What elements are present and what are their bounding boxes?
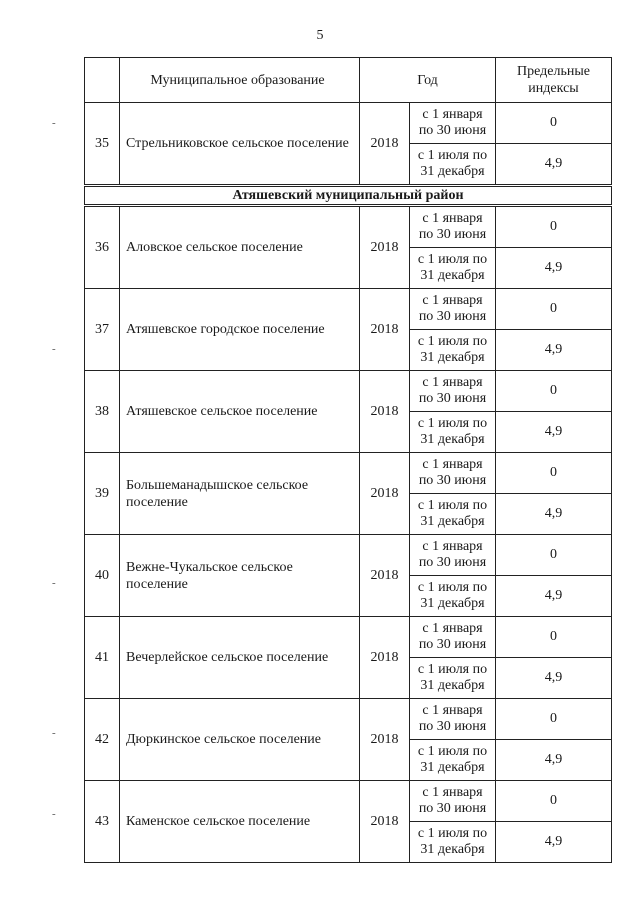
margin-mark: - [52,343,56,355]
margin-mark: - [52,577,56,589]
header-year: Год [360,58,496,103]
period-cell [410,740,496,781]
table-row [85,453,612,494]
index-value: 0 [496,371,612,412]
index-value: 0 [496,617,612,658]
period-line: 31 декабря [420,514,485,529]
index-value: 4,9 [496,248,612,289]
period-cell [410,781,496,822]
row-number: 43 [85,781,120,863]
header-municipality: Муниципальное образование [120,58,360,103]
index-value: 0 [496,535,612,576]
page-number: 5 [316,28,324,43]
period-line: по 30 июня [418,473,487,488]
period-line: с 1 января [422,293,483,308]
period-line: с 1 января [422,211,483,226]
period-line: по 30 июня [418,719,487,734]
margin-mark: - [52,808,56,820]
period-cell [410,206,496,248]
municipality-name: Большеманадышское сельское поселение [120,453,360,535]
period-line: 31 декабря [420,164,485,179]
period-cell [410,330,496,371]
period-line: 31 декабря [420,268,485,283]
period-line: с 1 июля по [417,334,488,349]
period-line: с 1 января [422,457,483,472]
period-cell [410,658,496,699]
period-line: с 1 января [422,703,483,718]
period-line: с 1 января [422,621,483,636]
period-cell [410,412,496,453]
municipality-name: Вечерлейское сельское поселение [120,617,360,699]
period-line: по 30 июня [418,637,487,652]
period-cell [410,617,496,658]
index-value: 4,9 [496,330,612,371]
section-title: Атяшевский муниципальный район [85,186,612,206]
period-cell [410,103,496,144]
table-row [85,699,612,740]
period-line: по 30 июня [418,391,487,406]
municipality-name: Дюркинское сельское поселение [120,699,360,781]
municipality-name: Аловское сельское поселение [120,206,360,289]
index-value: 0 [496,453,612,494]
row-number: 38 [85,371,120,453]
period-line: по 30 июня [418,309,487,324]
index-value: 0 [496,289,612,330]
row-year: 2018 [360,617,410,699]
header-indices-line2: индексы [528,81,579,96]
period-line: с 1 июля по [417,148,488,163]
period-line: с 1 июля по [417,498,488,513]
period-line: с 1 января [422,539,483,554]
indices-table [84,57,612,863]
row-number: 36 [85,206,120,289]
row-number: 42 [85,699,120,781]
period-line: 31 декабря [420,596,485,611]
period-line: 31 декабря [420,350,485,365]
index-value: 4,9 [496,658,612,699]
index-value: 0 [496,781,612,822]
row-number: 35 [85,103,120,186]
period-cell [410,494,496,535]
period-line: 31 декабря [420,432,485,447]
period-line: с 1 июля по [417,662,488,677]
index-value: 4,9 [496,740,612,781]
period-cell [410,453,496,494]
period-line: с 1 июля по [417,826,488,841]
period-line: с 1 января [422,107,483,122]
index-value: 0 [496,206,612,248]
row-number: 41 [85,617,120,699]
index-value: 4,9 [496,576,612,617]
table-header-row [85,58,612,103]
period-line: с 1 июля по [417,744,488,759]
municipality-name: Стрельниковское сельское поселение [120,103,360,186]
period-line: по 30 июня [418,123,487,138]
period-cell [410,699,496,740]
header-indices [496,58,612,103]
period-cell [410,144,496,186]
period-line: по 30 июня [418,555,487,570]
municipality-name: Вежне-Чукальское сельское поселение [120,535,360,617]
row-year: 2018 [360,289,410,371]
row-number: 40 [85,535,120,617]
municipality-name: Каменское сельское поселение [120,781,360,863]
period-line: по 30 июня [418,801,487,816]
period-line: с 1 июля по [417,416,488,431]
row-year: 2018 [360,781,410,863]
period-line: с 1 июля по [417,252,488,267]
row-year: 2018 [360,103,410,186]
table-row [85,289,612,330]
period-line: 31 декабря [420,842,485,857]
header-num [85,58,120,103]
period-line: 31 декабря [420,678,485,693]
period-cell [410,289,496,330]
municipality-name: Атяшевское городское поселение [120,289,360,371]
margin-mark: - [52,727,56,739]
table-row [85,371,612,412]
row-year: 2018 [360,535,410,617]
municipality-name: Атяшевское сельское поселение [120,371,360,453]
period-line: с 1 января [422,375,483,390]
period-cell [410,535,496,576]
period-line: с 1 июля по [417,580,488,595]
index-value: 4,9 [496,494,612,535]
table-row [85,535,612,576]
margin-mark: - [52,117,56,129]
index-value: 0 [496,699,612,740]
row-number: 39 [85,453,120,535]
table-row [85,206,612,248]
index-value: 4,9 [496,822,612,863]
period-line: по 30 июня [418,227,487,242]
period-cell [410,248,496,289]
period-line: 31 декабря [420,760,485,775]
period-cell [410,371,496,412]
section-row [85,186,612,206]
period-cell [410,576,496,617]
index-value: 4,9 [496,412,612,453]
table-row [85,617,612,658]
index-value: 4,9 [496,144,612,186]
row-number: 37 [85,289,120,371]
table-row [85,781,612,822]
table-row [85,103,612,144]
row-year: 2018 [360,453,410,535]
period-line: с 1 января [422,785,483,800]
header-indices-line1: Предельные [517,64,590,79]
row-year: 2018 [360,699,410,781]
row-year: 2018 [360,371,410,453]
row-year: 2018 [360,206,410,289]
period-cell [410,822,496,863]
index-value: 0 [496,103,612,144]
